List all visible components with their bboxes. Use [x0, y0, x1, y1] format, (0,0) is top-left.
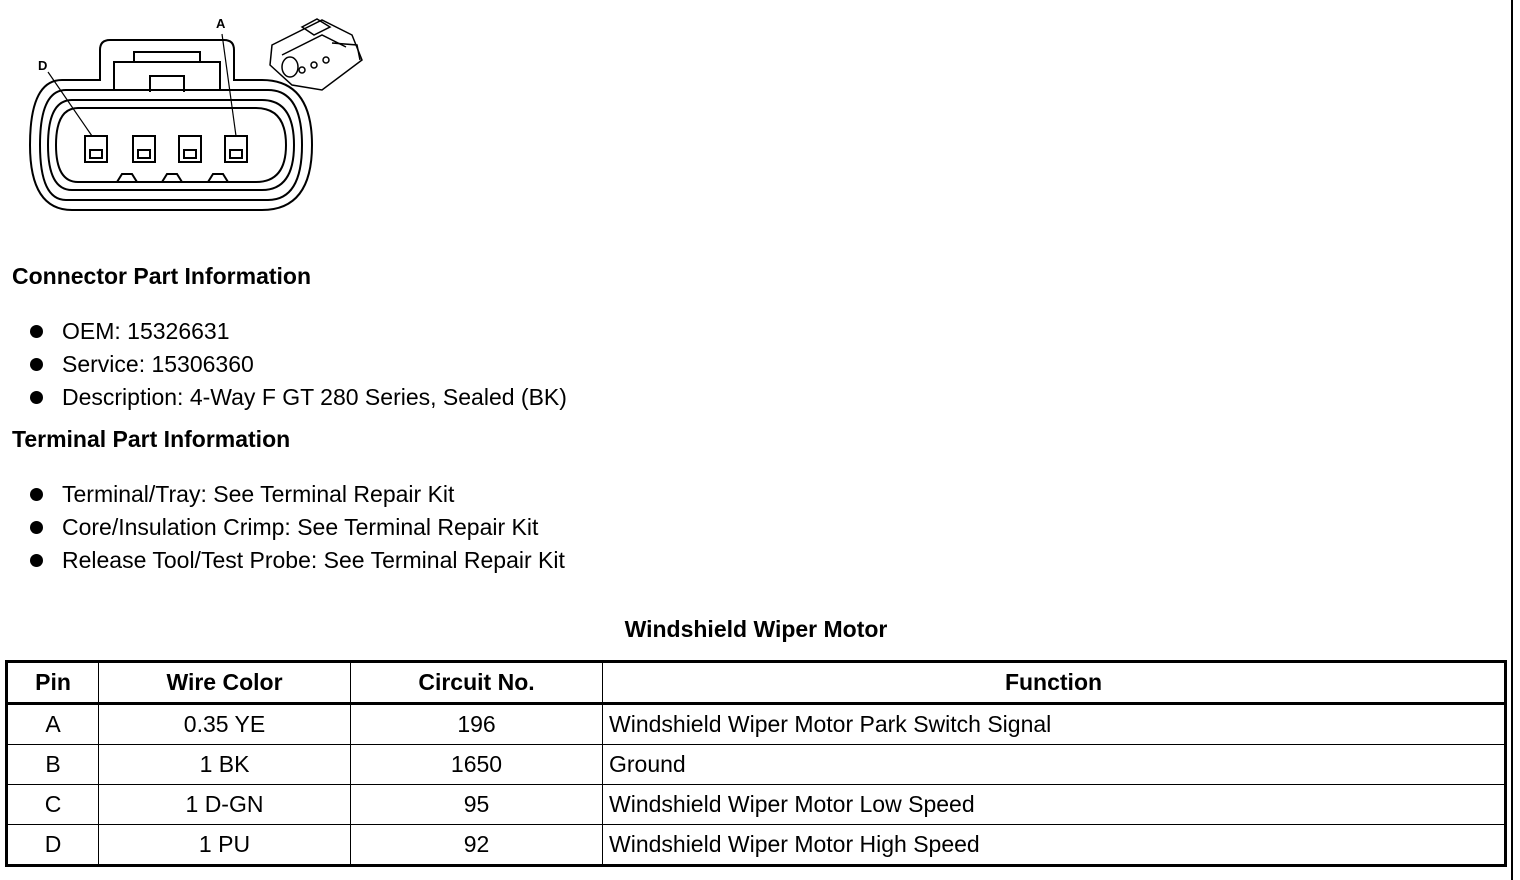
bullet-icon	[30, 358, 43, 371]
bullet-icon	[30, 325, 43, 338]
cell-circuit-no: 92	[351, 825, 603, 866]
bullet-icon	[30, 391, 43, 404]
column-header-circuit-no: Circuit No.	[351, 662, 603, 704]
list-item	[30, 478, 565, 511]
cell-function: Windshield Wiper Motor High Speed	[603, 825, 1506, 866]
cell-wire-color: 1 PU	[99, 825, 351, 866]
column-header-wire-color: Wire Color	[99, 662, 351, 704]
list-item-text: Service: 15306360	[62, 351, 254, 377]
cell-wire-color: 0.35 YE	[99, 704, 351, 745]
list-item	[30, 544, 565, 577]
list-item-text: Release Tool/Test Probe: See Terminal Repair Kit	[62, 547, 565, 573]
cell-pin: C	[7, 785, 99, 825]
bullet-icon	[30, 554, 43, 567]
table-header-row	[7, 662, 1506, 704]
cell-function: Windshield Wiper Motor Low Speed	[603, 785, 1506, 825]
list-item	[30, 511, 565, 544]
column-header-function: Function	[603, 662, 1506, 704]
table-row	[7, 785, 1506, 825]
cell-circuit-no: 1650	[351, 745, 603, 785]
connector-diagram	[22, 10, 372, 220]
cell-circuit-no: 196	[351, 704, 603, 745]
list-item-text: OEM: 15326631	[62, 318, 230, 344]
cell-function: Ground	[603, 745, 1506, 785]
bullet-icon	[30, 521, 43, 534]
bullet-icon	[30, 488, 43, 501]
list-item-text: Core/Insulation Crimp: See Terminal Repair Kit	[62, 514, 539, 540]
pin-label-a: A	[216, 16, 226, 31]
table-row	[7, 825, 1506, 866]
cell-pin: D	[7, 825, 99, 866]
page-edge-line	[1511, 0, 1513, 880]
pin-label-d: D	[38, 58, 48, 73]
table-row	[7, 704, 1506, 745]
list-item	[30, 348, 567, 381]
terminal-part-heading: Terminal Part Information	[12, 426, 291, 452]
cell-wire-color: 1 BK	[99, 745, 351, 785]
cell-function: Windshield Wiper Motor Park Switch Signal	[603, 704, 1506, 745]
terminal-part-list	[30, 478, 565, 577]
list-item-text: Terminal/Tray: See Terminal Repair Kit	[62, 481, 455, 507]
cell-pin: B	[7, 745, 99, 785]
pinout-table	[5, 660, 1507, 867]
connector-part-list	[30, 315, 567, 414]
cell-pin: A	[7, 704, 99, 745]
table-row	[7, 745, 1506, 785]
cell-circuit-no: 95	[351, 785, 603, 825]
list-item-text: Description: 4-Way F GT 280 Series, Sealed (BK)	[62, 384, 567, 410]
list-item	[30, 381, 567, 414]
list-item	[30, 315, 567, 348]
column-header-pin: Pin	[7, 662, 99, 704]
table-title: Windshield Wiper Motor	[624, 616, 888, 642]
cell-wire-color: 1 D-GN	[99, 785, 351, 825]
connector-part-heading: Connector Part Information	[12, 263, 312, 289]
